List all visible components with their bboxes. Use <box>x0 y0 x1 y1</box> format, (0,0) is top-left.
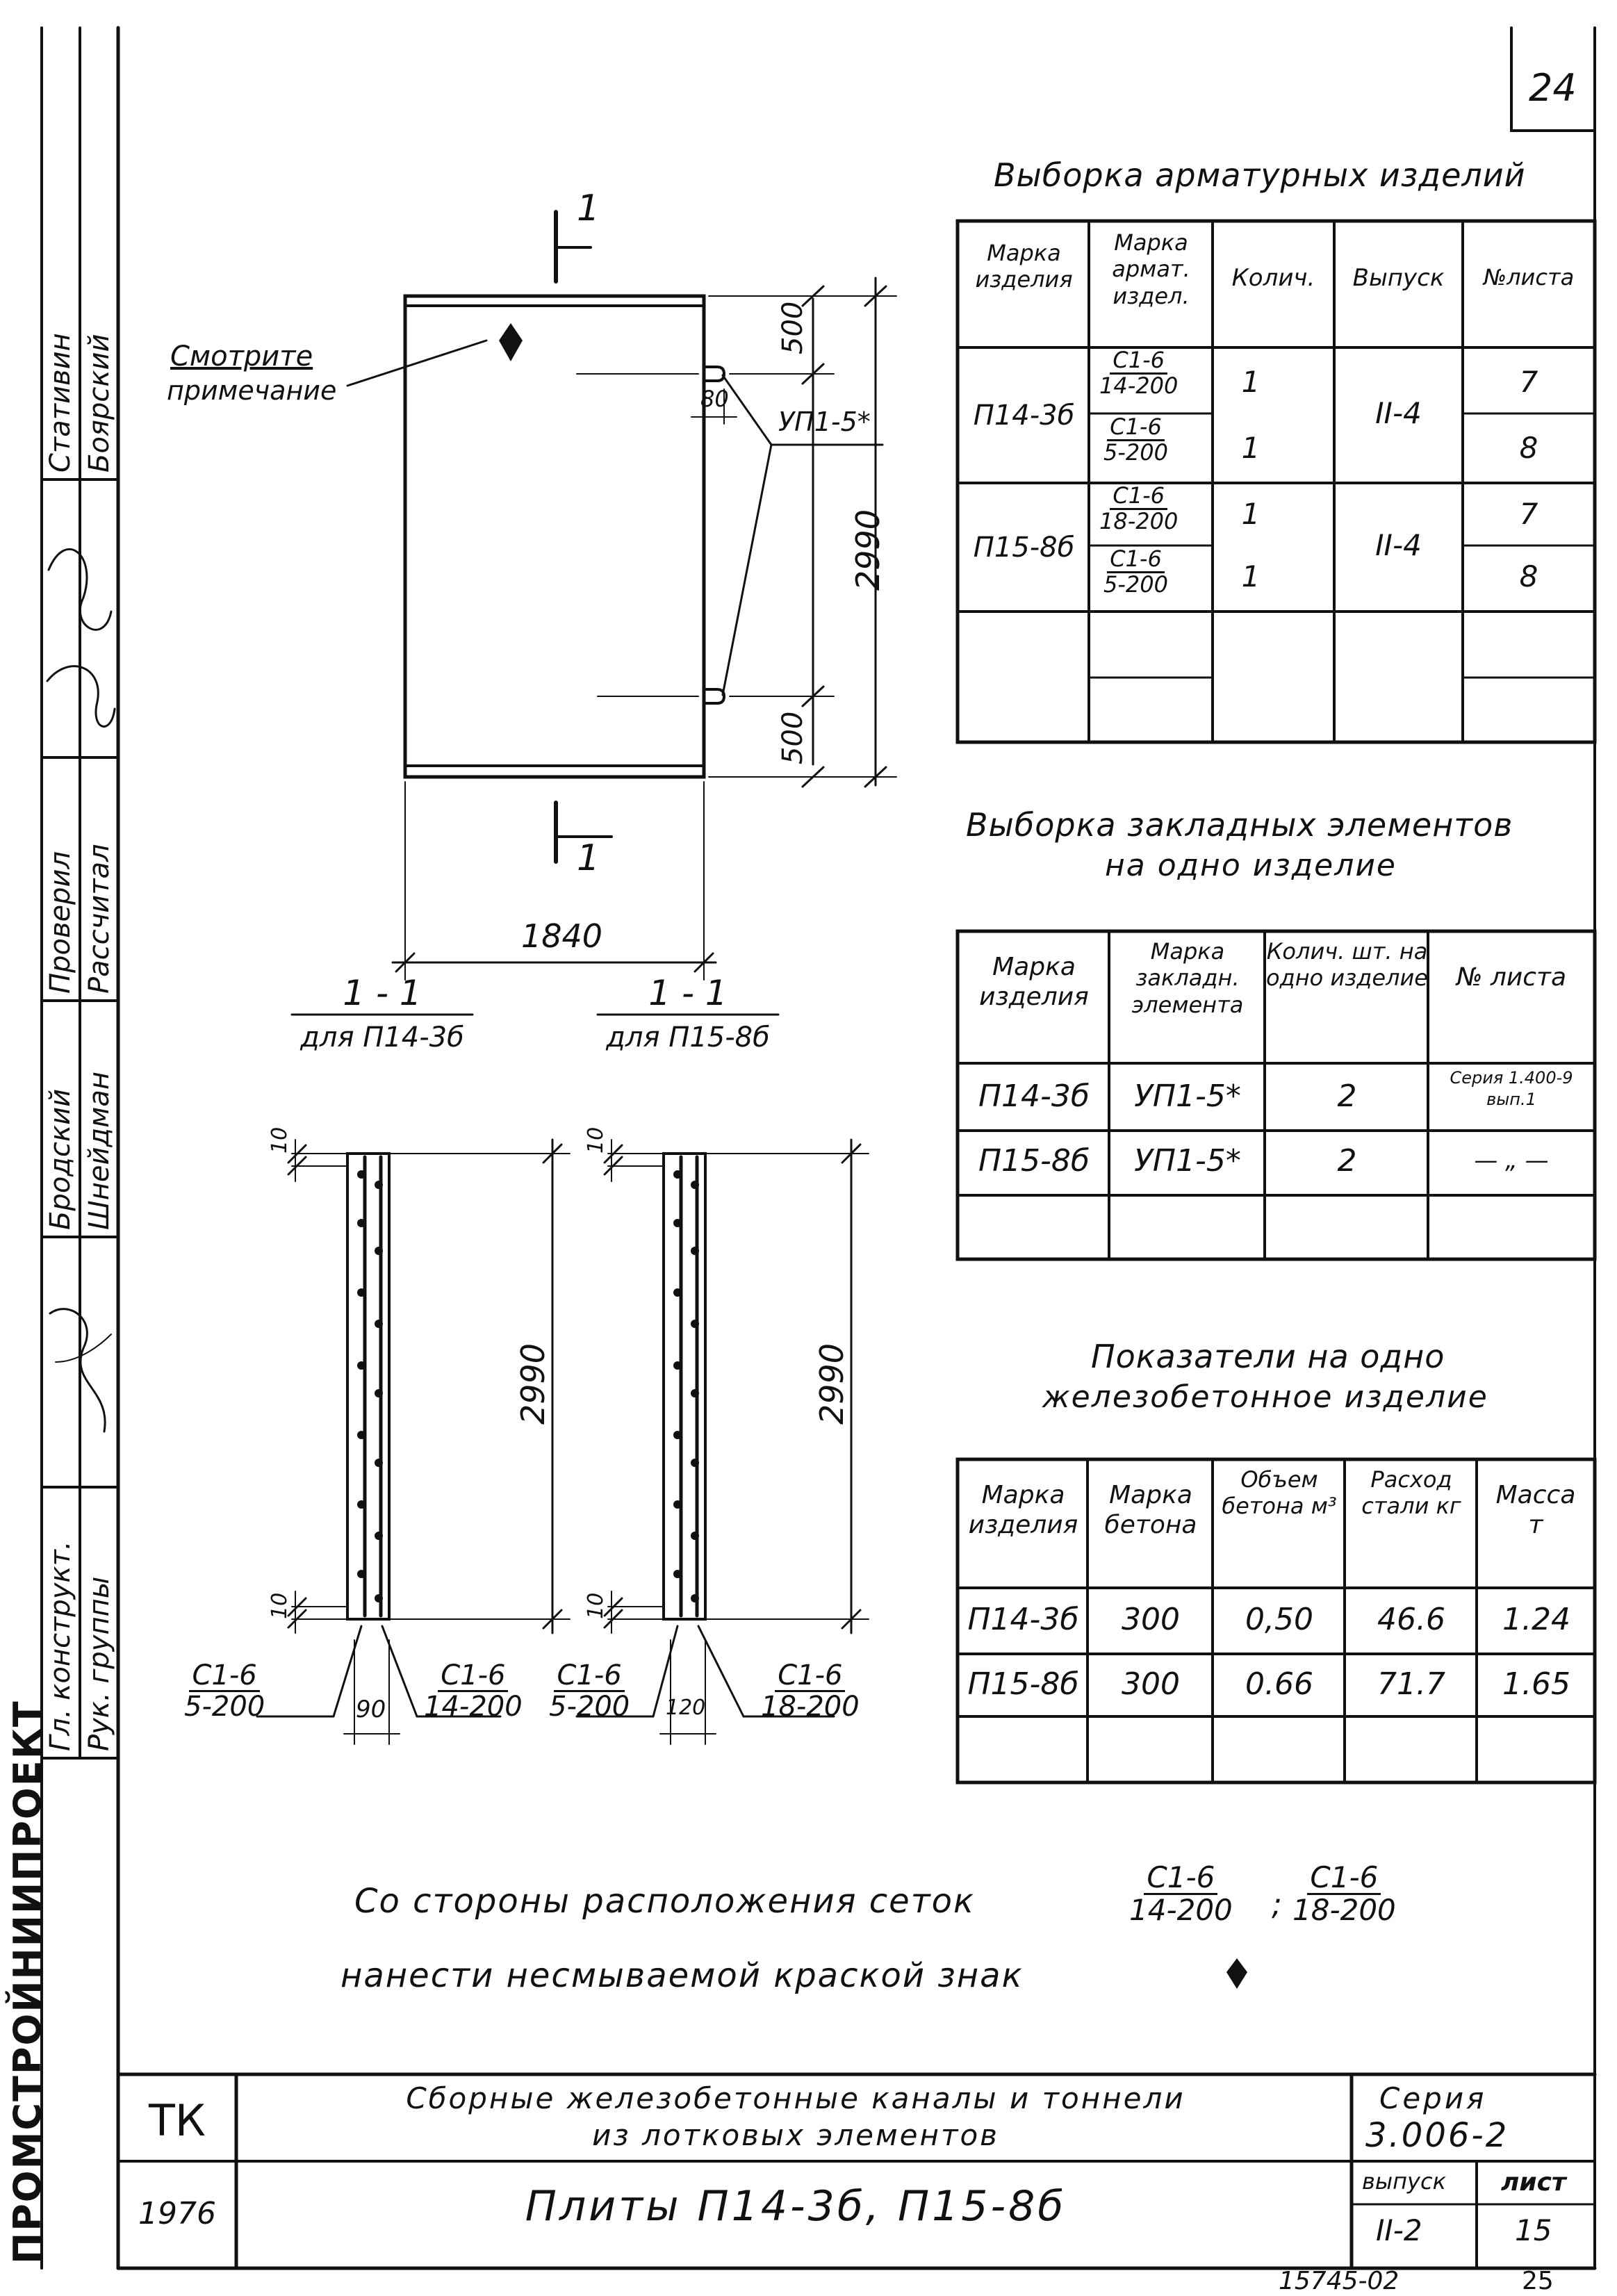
stamp-role-checked: Проверил <box>44 851 76 994</box>
table1-r1-arm2 <box>1103 413 1168 466</box>
table1-r2-s1: 7 <box>1519 497 1538 531</box>
table2-r1-qty: 2 <box>1337 1079 1357 1114</box>
table2-r1-mark: П14-3б <box>978 1079 1090 1114</box>
table2-r2-mark: П15-8б <box>978 1143 1090 1179</box>
table3-h-volume: Объем бетона м³ <box>1222 1466 1337 1520</box>
table2-r1-elem: УП1-5* <box>1134 1079 1241 1114</box>
table3-h-steel: Расход стали кг <box>1361 1466 1461 1520</box>
table1-r2-arm2-d: 5-200 <box>1103 571 1168 598</box>
table1-r1-q2: 1 <box>1241 431 1261 465</box>
stamp-name-stativin: Стативин <box>44 333 76 473</box>
table2-h-mark: Марка изделия <box>979 953 1089 1012</box>
section2-mesh-right-n: С1-6 <box>775 1661 845 1692</box>
dim-80: 80 <box>700 386 729 412</box>
table1-r2-s2: 8 <box>1519 559 1538 593</box>
table3-r1-concrete: 300 <box>1122 1602 1180 1637</box>
note-fraction-1 <box>1129 1862 1233 1926</box>
table1-r1-mark: П14-3б <box>973 400 1075 432</box>
table3-r2-mass: 1.65 <box>1502 1666 1570 1702</box>
table3-r2-volume: 0.66 <box>1245 1666 1313 1702</box>
tb-issue-label: выпуск <box>1362 2168 1446 2195</box>
table3-h-concrete: Марка бетона <box>1104 1481 1197 1540</box>
table2-r2-qty: 2 <box>1337 1143 1357 1179</box>
note-label-1: Смотрите <box>170 341 313 372</box>
dim-top: 500 <box>777 301 809 354</box>
note-label-2: примечание <box>167 375 337 406</box>
note-fraction-2 <box>1292 1862 1396 1926</box>
table2-h-qty: Колич. шт. на одно изделие <box>1266 938 1428 992</box>
tb-issue-value: II-2 <box>1376 2213 1422 2247</box>
note-line-2: нанести несмываемой краской знак <box>340 1956 1024 1995</box>
section1-mesh-right <box>424 1661 523 1721</box>
table1-h-sheet: №листа <box>1483 264 1575 290</box>
footer-code: 15745-02 <box>1279 2267 1400 2295</box>
embed-mark: УП1-5* <box>778 407 871 437</box>
section1-dim-height: 2990 <box>514 1343 552 1425</box>
table3-h-mark: Марка изделия <box>968 1481 1078 1540</box>
table1-h-mark: Марка изделия <box>975 240 1073 293</box>
note-fraction-1-d: 14-200 <box>1129 1893 1233 1928</box>
tb-title-1: Сборные железобетонные каналы и тоннели <box>406 2081 1185 2115</box>
table1-h-issue: Выпуск <box>1352 264 1445 292</box>
table1-r2-q2: 1 <box>1241 559 1261 593</box>
table3-title-2: железобетонное изделие <box>1042 1379 1488 1415</box>
section1-mesh-left-n: С1-6 <box>189 1661 259 1692</box>
section2-dim-thk: 120 <box>666 1696 706 1720</box>
section-mark-top: 1 <box>577 188 600 229</box>
section1-mesh-right-n: С1-6 <box>438 1661 508 1692</box>
tb-series-value: 3.006-2 <box>1365 2116 1509 2155</box>
table3-r1-volume: 0,50 <box>1245 1602 1313 1637</box>
stamp-name-brodsky: Бродский <box>44 1088 76 1230</box>
table3-h-mass: Масса т <box>1495 1481 1576 1540</box>
tb-year: 1976 <box>138 2196 216 2231</box>
table1-r1-q1: 1 <box>1241 365 1261 399</box>
section1-subtitle: для П14-3б <box>300 1022 464 1053</box>
note-fraction-2-d: 18-200 <box>1292 1893 1396 1928</box>
note-fraction-1-n: С1-6 <box>1144 1862 1217 1895</box>
table1-r2-issue: II-4 <box>1375 528 1422 562</box>
section2-dim-top: 10 <box>584 1126 608 1154</box>
table1-r1-arm1-d: 14-200 <box>1099 372 1179 399</box>
stamp-org: ПРОМСТРОЙНИИПРОЕКТ <box>6 1700 49 2264</box>
tb-code: ТК <box>149 2095 206 2146</box>
table1-r1-arm1-n: С1-6 <box>1110 349 1167 375</box>
table2-h-elem: Марка закладн. элемента <box>1131 938 1244 1018</box>
dim-height: 2990 <box>849 509 887 591</box>
table1-r2-arm2 <box>1103 548 1168 596</box>
stamp-name-shneidman: Шнейдман <box>83 1071 115 1230</box>
stamp-role-chief: Гл. конструкт. <box>44 1541 76 1751</box>
tb-sheet-value: 15 <box>1515 2213 1552 2247</box>
note-separator: ; <box>1272 1887 1282 1922</box>
table1-r1-issue: II-4 <box>1375 396 1422 430</box>
tb-series-label: Серия <box>1379 2081 1487 2115</box>
table1-h-qty: Колич. <box>1231 264 1315 292</box>
table2-title-1: Выборка закладных элементов <box>966 806 1513 844</box>
stamp-role-calculated: Рассчитал <box>83 844 115 994</box>
tb-title-2: из лотковых элементов <box>592 2118 999 2152</box>
page-number: 24 <box>1529 66 1577 110</box>
table2-h-sheet: № листа <box>1456 963 1567 992</box>
note-line-1: Со стороны расположения сеток <box>354 1882 976 1921</box>
table1-r1-arm2-n: С1-6 <box>1107 416 1165 441</box>
dim-bottom: 500 <box>777 711 809 764</box>
table1-title: Выборка арматурных изделий <box>994 156 1526 194</box>
table3-r1-mark: П14-3б <box>967 1602 1079 1637</box>
table3-r2-steel: 71.7 <box>1377 1666 1445 1702</box>
stamp-name-boyarsky: Боярский <box>83 334 115 473</box>
section2-dim-height: 2990 <box>813 1343 851 1425</box>
section1-title: 1 - 1 <box>343 973 422 1013</box>
table1-r2-arm1 <box>1099 484 1178 533</box>
tb-sheet-label: лист <box>1501 2168 1566 2197</box>
table1-r2-q1: 1 <box>1241 497 1261 531</box>
table3-r1-mass: 1.24 <box>1502 1602 1570 1637</box>
table3-r2-mark: П15-8б <box>967 1666 1079 1702</box>
dim-width: 1840 <box>521 917 603 955</box>
table3-r2-concrete: 300 <box>1122 1666 1180 1702</box>
section2-subtitle: для П15-8б <box>606 1022 770 1053</box>
table1-r1-arm2-d: 5-200 <box>1103 438 1168 466</box>
table1-h-arm: Марка армат. издел. <box>1112 229 1190 309</box>
section2-mesh-right-d: 18-200 <box>761 1691 860 1723</box>
table1-r2-arm1-n: С1-6 <box>1110 484 1167 510</box>
table1-r2-arm2-n: С1-6 <box>1107 548 1165 573</box>
table3-title-1: Показатели на одно <box>1091 1338 1445 1375</box>
table1-r1-s2: 8 <box>1519 431 1538 465</box>
tb-title-3: Плиты П14-3б, П15-8б <box>525 2182 1067 2231</box>
section1-dim-bottom: 10 <box>268 1592 292 1619</box>
section1-dim-top: 10 <box>268 1126 292 1154</box>
table2-title-2: на одно изделие <box>1105 848 1397 883</box>
stamp-role-group: Рук. группы <box>83 1576 115 1751</box>
section1-mesh-left <box>184 1661 265 1721</box>
table2-r2-elem: УП1-5* <box>1134 1143 1241 1179</box>
table1-r2-arm1-d: 18-200 <box>1099 507 1179 534</box>
table1-r1-arm1 <box>1099 349 1178 397</box>
table2-r2-sheet: — „ — <box>1474 1147 1549 1174</box>
section1-mesh-right-d: 14-200 <box>424 1691 523 1723</box>
section2-mesh-left <box>549 1661 630 1721</box>
section-mark-bottom: 1 <box>577 837 600 879</box>
table2-r1-sheet: Серия 1.400-9 вып.1 <box>1450 1068 1573 1110</box>
section1-mesh-left-d: 5-200 <box>184 1691 265 1723</box>
section2-dim-bottom: 10 <box>584 1592 608 1619</box>
section2-title: 1 - 1 <box>648 973 728 1013</box>
section2-mesh-right <box>761 1661 860 1721</box>
footer-page: 25 <box>1522 2267 1554 2295</box>
table1-r1-s1: 7 <box>1519 365 1538 399</box>
note-fraction-2-n: С1-6 <box>1307 1862 1381 1895</box>
table3-r1-steel: 46.6 <box>1377 1602 1445 1637</box>
section1-dim-thk: 90 <box>356 1696 386 1723</box>
section2-mesh-left-d: 5-200 <box>549 1691 630 1723</box>
section2-mesh-left-n: С1-6 <box>554 1661 624 1692</box>
table1-r2-mark: П15-8б <box>973 532 1075 564</box>
